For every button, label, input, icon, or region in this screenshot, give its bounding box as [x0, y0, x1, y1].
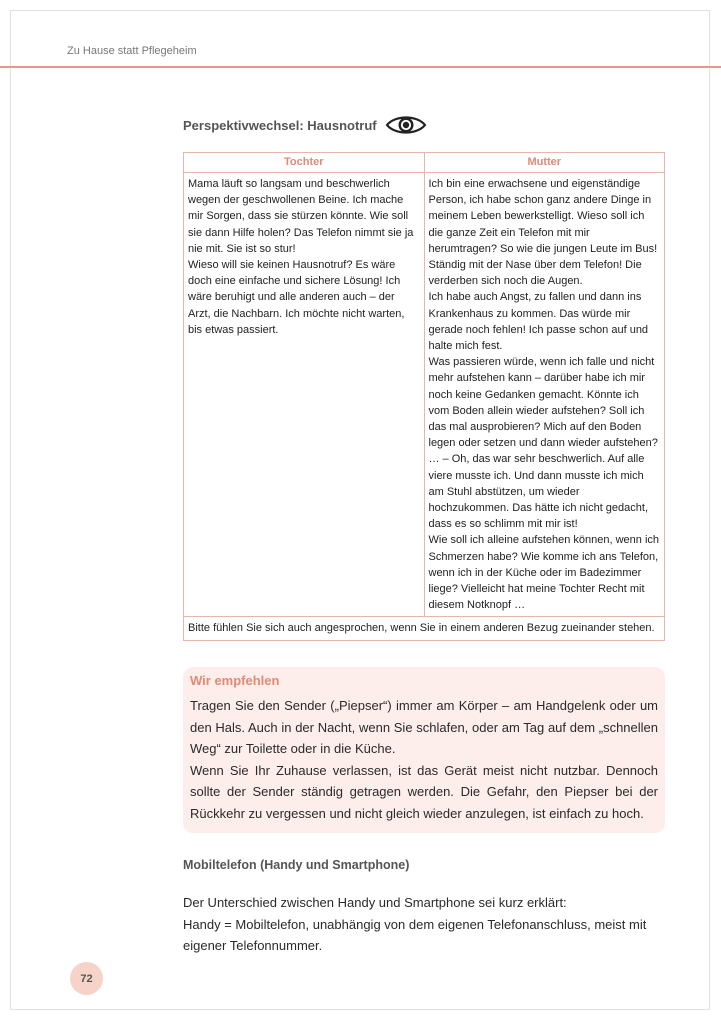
tochter-paragraph: Wieso will sie keinen Hausnotruf? Es wäre doch eine einfache und sichere Lösung! Ich wäre beruhigt und alle anderen auch – der Arzt, die Nachbarn. Ich möchte nicht warten, bis etwas passiert. — [188, 259, 405, 336]
section-title — [183, 114, 427, 136]
tochter-paragraph: Mama läuft so langsam und beschwerlich wegen der geschwollenen Beine. Ich mache mir Sorgen, dass sie stürzen könnte. Wie soll sie dann Hilfe holen? Das Telefon nimmt sie ja nie mit. Sie ist so stur! — [188, 178, 414, 255]
page-number-badge: 72 — [70, 962, 103, 995]
recommendation-box — [183, 667, 665, 833]
recommendation-paragraph: Wenn Sie Ihr Zuhause verlassen, ist das Gerät meist nicht nutzbar. Dennoch sollte der Sender ständig getragen werden. Die Gefahr, den Piepser bei der Rückkehr zu vergessen und nicht gleich wieder anzulegen, ist einfach zu hoch. — [190, 762, 658, 821]
mutter-paragraph: Ich bin eine erwachsene und eigenständige Person, ich habe schon ganz andere Dinge in meinem Leben bewerkstelligt. Wieso soll ich die ganze Zeit ein Telefon mit mir herumtragen? So wie die jungen Leute im Bus! Ständig mit der Nase über dem Telefon! Die verderben sich noch die Augen. — [428, 178, 658, 288]
tochter-cell — [184, 173, 425, 617]
column-header-mutter: Mutter — [424, 153, 665, 173]
mutter-cell — [424, 173, 665, 617]
eye-icon — [385, 114, 427, 136]
running-header: Zu Hause statt Pflegeheim — [67, 45, 197, 57]
header-rule — [0, 66, 721, 68]
perspective-table — [183, 152, 665, 641]
mutter-paragraph: Was passieren würde, wenn ich falle und nicht mehr aufstehen kann – darüber habe ich mir noch keine Gedanken gemacht. Könnte ich vom Boden allein wieder aufstehen? Soll ich das mal ausprobieren? Mich auf den Boden legen oder setzen und dann wieder aufstehen? … – Oh, das war sehr beschwerlich. Auf alle viere musste ich. Und dann musste ich mich am Stuhl abstützen, um wieder hochzukommen. Das hätte ich nicht gedacht, dass es so schlimm mit mir ist! — [428, 356, 658, 531]
mobile-paragraph: Handy = Mobiltelefon, unabhängig von dem eigenen Telefonanschluss, meist mit eigener Telefonnummer. — [183, 916, 647, 953]
column-header-tochter: Tochter — [184, 153, 425, 173]
recommendation-paragraph: Tragen Sie den Sender („Piepser“) immer am Körper – am Handgelenk oder um den Hals. Auch in der Nacht, wenn Sie schlafen, oder am Tag auf dem „schnellen Weg“ zur Toilette oder in die Küche. — [190, 698, 658, 756]
mobile-body — [183, 892, 665, 957]
table-footer-note: Bitte fühlen Sie sich auch angesprochen, wenn Sie in einem anderen Bezug zueinander stehen. — [184, 617, 665, 640]
section-title-text: Perspektivwechsel: Hausnotruf — [183, 117, 377, 133]
mutter-paragraph: Ich habe auch Angst, zu fallen und dann ins Krankenhaus zu kommen. Das würde mir gerade noch fehlen! Ich passe schon auf und halte mich fest. — [428, 291, 649, 353]
recommendation-title: Wir empfehlen — [190, 673, 280, 688]
mutter-paragraph: Wie soll ich alleine aufstehen können, wenn ich Schmerzen habe? Wie komme ich ans Telefon, wenn ich in der Küche oder im Badezimmer liege? Vielleicht hat meine Tochter Recht mit diesem Notknopf … — [428, 534, 660, 612]
mobile-paragraph: Der Unterschied zwischen Handy und Smartphone sei kurz erklärt: — [183, 895, 567, 910]
mobile-section-title: Mobiltelefon (Handy und Smartphone) — [183, 858, 410, 872]
